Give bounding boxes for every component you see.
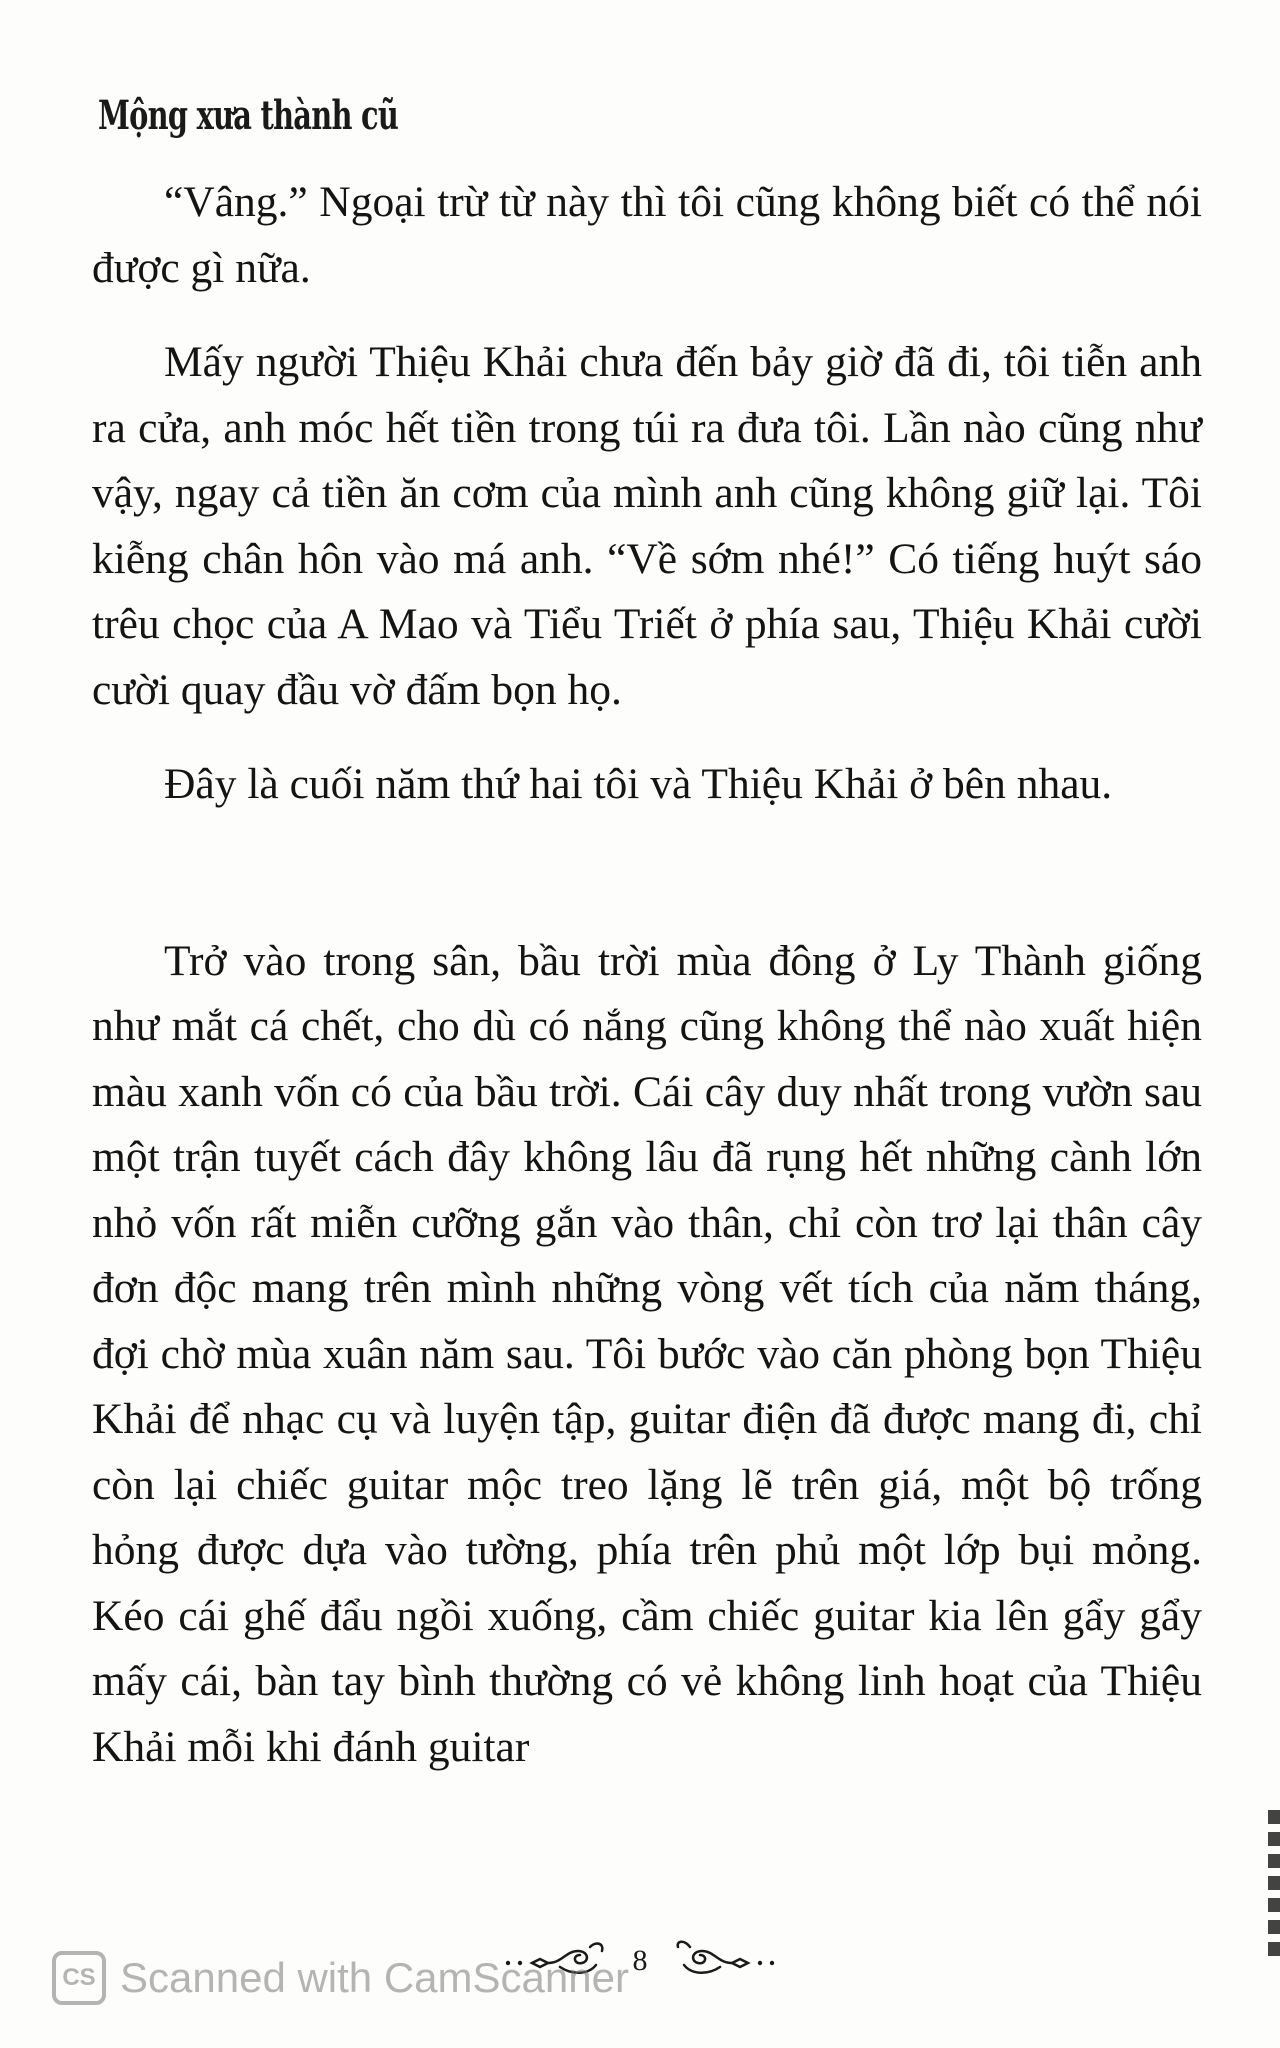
page-number: 8 [632,1944,648,1977]
paragraph-2: Mấy người Thiệu Khải chưa đến bảy giờ đã đi, tôi tiễn anh ra cửa, anh móc hết tiền trong túi ra đưa tôi. Lần nào cũng như vậy, ngay cả tiền ăn cơm của mình anh cũng không giữ lại. Tôi kiễng chân hôn vào má anh. “Về sớm nhé!” Có tiếng huýt sáo trêu chọc của A Mao và Tiểu Triết ở phía sau, Thiệu Khải cười cười quay đầu vờ đấm bọn họ. [92,338,1202,714]
camscanner-watermark [52,1948,629,2008]
paragraph-4: Trở vào trong sân, bầu trời mùa đông ở Ly Thành giống như mắt cá chết, cho dù có nắng cũng không thể nào xuất hiện màu xanh vốn có của bầu trời. Cái cây duy nhất trong vườn sau một trận tuyết cách đây không lâu đã rụng hết những cành lớn nhỏ vốn rất miễn cưỡng gắn vào thân, chỉ còn trơ lại thân cây đơn độc mang trên mình những vòng vết tích của năm tháng, đợi chờ mùa xuân năm sau. Tôi bước vào căn phòng bọn Thiệu Khải để nhạc cụ và luyện tập, guitar điện đã được mang đi, chỉ còn lại chiếc guitar mộc treo lặng lẽ trên giá, một bộ trống hỏng được dựa vào tường, phía trên phủ một lớp bụi mỏng. Kéo cái ghế đẩu ngồi xuống, cầm chiếc guitar kia lên gẩy gẩy mấy cái, bàn tay bình thường có vẻ không linh hoạt của Thiệu Khải mỗi khi đánh guitar [92,936,1202,1771]
paragraph-1: “Vâng.” Ngoại trừ từ này thì tôi cũng không biết có thể nói được gì nữa. [92,178,1202,292]
camscanner-logo-icon: CS [52,1951,106,2005]
body-text [92,170,1202,1780]
watermark-text: Scanned with CamScanner [120,1954,629,2001]
paragraph-3: Đây là cuối năm thứ hai tôi và Thiệu Khải ở bên nhau. [164,760,1113,808]
running-header-title: Mộng xưa thành cũ [98,92,399,139]
